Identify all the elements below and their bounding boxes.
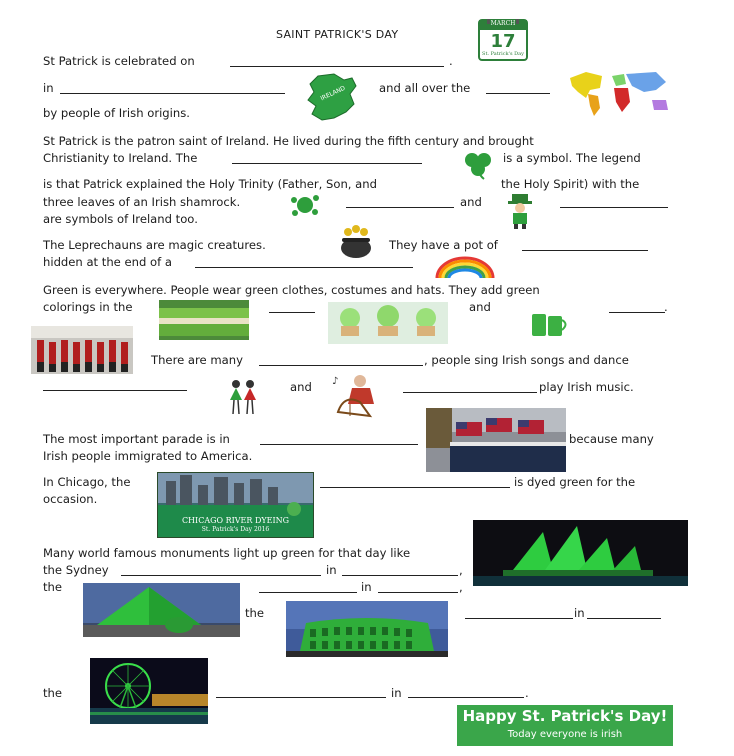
- answer-blank[interactable]: [230, 66, 444, 67]
- text-line: is that Patrick explained the Holy Trinity (Father, Son, and: [43, 177, 377, 191]
- green-cupcakes-photo: [328, 302, 448, 344]
- answer-blank[interactable]: [609, 312, 665, 313]
- answer-blank[interactable]: [408, 697, 524, 698]
- text-line: because many: [569, 432, 654, 446]
- text-line: the: [245, 606, 265, 620]
- ireland-label: IRELAND: [319, 84, 347, 103]
- answer-blank[interactable]: [378, 592, 458, 593]
- answer-blank[interactable]: [522, 250, 648, 251]
- text-line: in: [326, 563, 337, 577]
- answer-blank[interactable]: [260, 444, 418, 445]
- text-line: and: [460, 195, 482, 209]
- text-line: the Holy Spirit) with the: [501, 177, 640, 191]
- parade-photo: [426, 408, 566, 472]
- sydney-opera-house-photo: [473, 520, 688, 586]
- answer-blank[interactable]: [320, 487, 510, 488]
- text-line: In Chicago, the: [43, 475, 131, 489]
- answer-blank[interactable]: [121, 575, 321, 576]
- text-line: in: [361, 580, 372, 594]
- answer-blank[interactable]: [259, 592, 357, 593]
- answer-blank[interactable]: [232, 163, 422, 164]
- marching-band-photo: [31, 326, 133, 374]
- text-line: and: [290, 380, 312, 394]
- calendar-caption: St. Patrick's Day: [482, 51, 524, 57]
- text-line: by people of Irish origins.: [43, 106, 190, 120]
- answer-blank[interactable]: [195, 267, 413, 268]
- answer-blank[interactable]: [346, 207, 454, 208]
- chicago-river-photo: [157, 472, 314, 538]
- page-title: SAINT PATRICK'S DAY: [276, 28, 399, 41]
- text-line: are symbols of Ireland too.: [43, 212, 198, 226]
- text-line: .: [449, 54, 453, 68]
- text-line: colorings in the: [43, 300, 133, 314]
- answer-blank[interactable]: [560, 207, 668, 208]
- happy-st-patricks-banner: [457, 705, 673, 746]
- calendar-day: 17: [490, 31, 516, 52]
- text-line: play Irish music.: [539, 380, 634, 394]
- pyramid-photo: [83, 583, 240, 637]
- text-line: three leaves of an Irish shamrock.: [43, 195, 241, 209]
- answer-blank[interactable]: [342, 575, 458, 576]
- leprechaun-icon: [500, 192, 540, 230]
- answer-blank[interactable]: [587, 618, 661, 619]
- text-line: Irish people immigrated to America.: [43, 449, 253, 463]
- answer-blank[interactable]: [465, 618, 573, 619]
- answer-blank[interactable]: [403, 392, 537, 393]
- calendar-month: MARCH: [490, 20, 516, 27]
- text-line: is dyed green for the: [514, 475, 636, 489]
- text-line: .: [664, 300, 668, 314]
- text-line: in: [43, 81, 54, 95]
- shamrock-splash-icon: [288, 192, 322, 218]
- chicago-caption: CHICAGO RIVER DYEING: [181, 516, 290, 525]
- world-map-image: [566, 66, 676, 116]
- text-line: ,: [459, 563, 463, 577]
- text-line: They have a pot of: [389, 238, 498, 252]
- text-line: in: [391, 686, 402, 700]
- text-line: occasion.: [43, 492, 98, 506]
- text-line: in: [574, 606, 585, 620]
- shamrock-icon: [460, 150, 496, 180]
- text-line: the: [43, 580, 63, 594]
- text-line: St Patrick is the patron saint of Ireland. He lived during the fifth century and brought: [43, 134, 534, 148]
- text-line: , people sing Irish songs and dance: [424, 353, 629, 367]
- text-line: .: [525, 686, 529, 700]
- green-cake-photo: [159, 300, 249, 340]
- text-line: hidden at the end of a: [43, 255, 172, 269]
- svg-text:♪: ♪: [332, 376, 339, 387]
- text-line: Christianity to Ireland. The: [43, 151, 198, 165]
- dancers-icon: [226, 378, 260, 416]
- rainbow-icon: [433, 254, 497, 278]
- text-line: St Patrick is celebrated on: [43, 54, 195, 68]
- chicago-caption-date: St. Patrick's Day 2016: [201, 526, 270, 533]
- calendar-icon: [478, 19, 528, 61]
- ireland-map-image: [304, 72, 358, 122]
- text-line: The most important parade is in: [43, 432, 230, 446]
- text-line: There are many: [151, 353, 243, 367]
- london-eye-photo: [90, 658, 208, 724]
- text-line: The Leprechauns are magic creatures.: [43, 238, 266, 252]
- text-line: Many world famous monuments light up green for that day like: [43, 546, 411, 560]
- answer-blank[interactable]: [60, 93, 285, 94]
- text-line: and: [469, 300, 491, 314]
- banner-title: Happy St. Patrick's Day!: [462, 707, 668, 725]
- answer-blank[interactable]: [259, 365, 423, 366]
- text-line: the: [43, 686, 63, 700]
- answer-blank[interactable]: [43, 390, 187, 391]
- text-line: and all over the: [379, 81, 471, 95]
- pot-of-gold-icon: [334, 222, 378, 260]
- colosseum-photo: [286, 601, 448, 657]
- answer-blank[interactable]: [486, 93, 550, 94]
- text-line: ,: [459, 580, 463, 594]
- text-line: the Sydney: [43, 563, 109, 577]
- text-line: Green is everywhere. People wear green clothes, costumes and hats. They add green: [43, 283, 540, 297]
- banner-subtitle: Today everyone is irish: [507, 729, 623, 740]
- answer-blank[interactable]: [216, 697, 386, 698]
- text-line: is a symbol. The legend: [503, 151, 641, 165]
- answer-blank[interactable]: [269, 312, 315, 313]
- harp-player-icon: [330, 372, 384, 418]
- green-beer-icon: [526, 308, 570, 342]
